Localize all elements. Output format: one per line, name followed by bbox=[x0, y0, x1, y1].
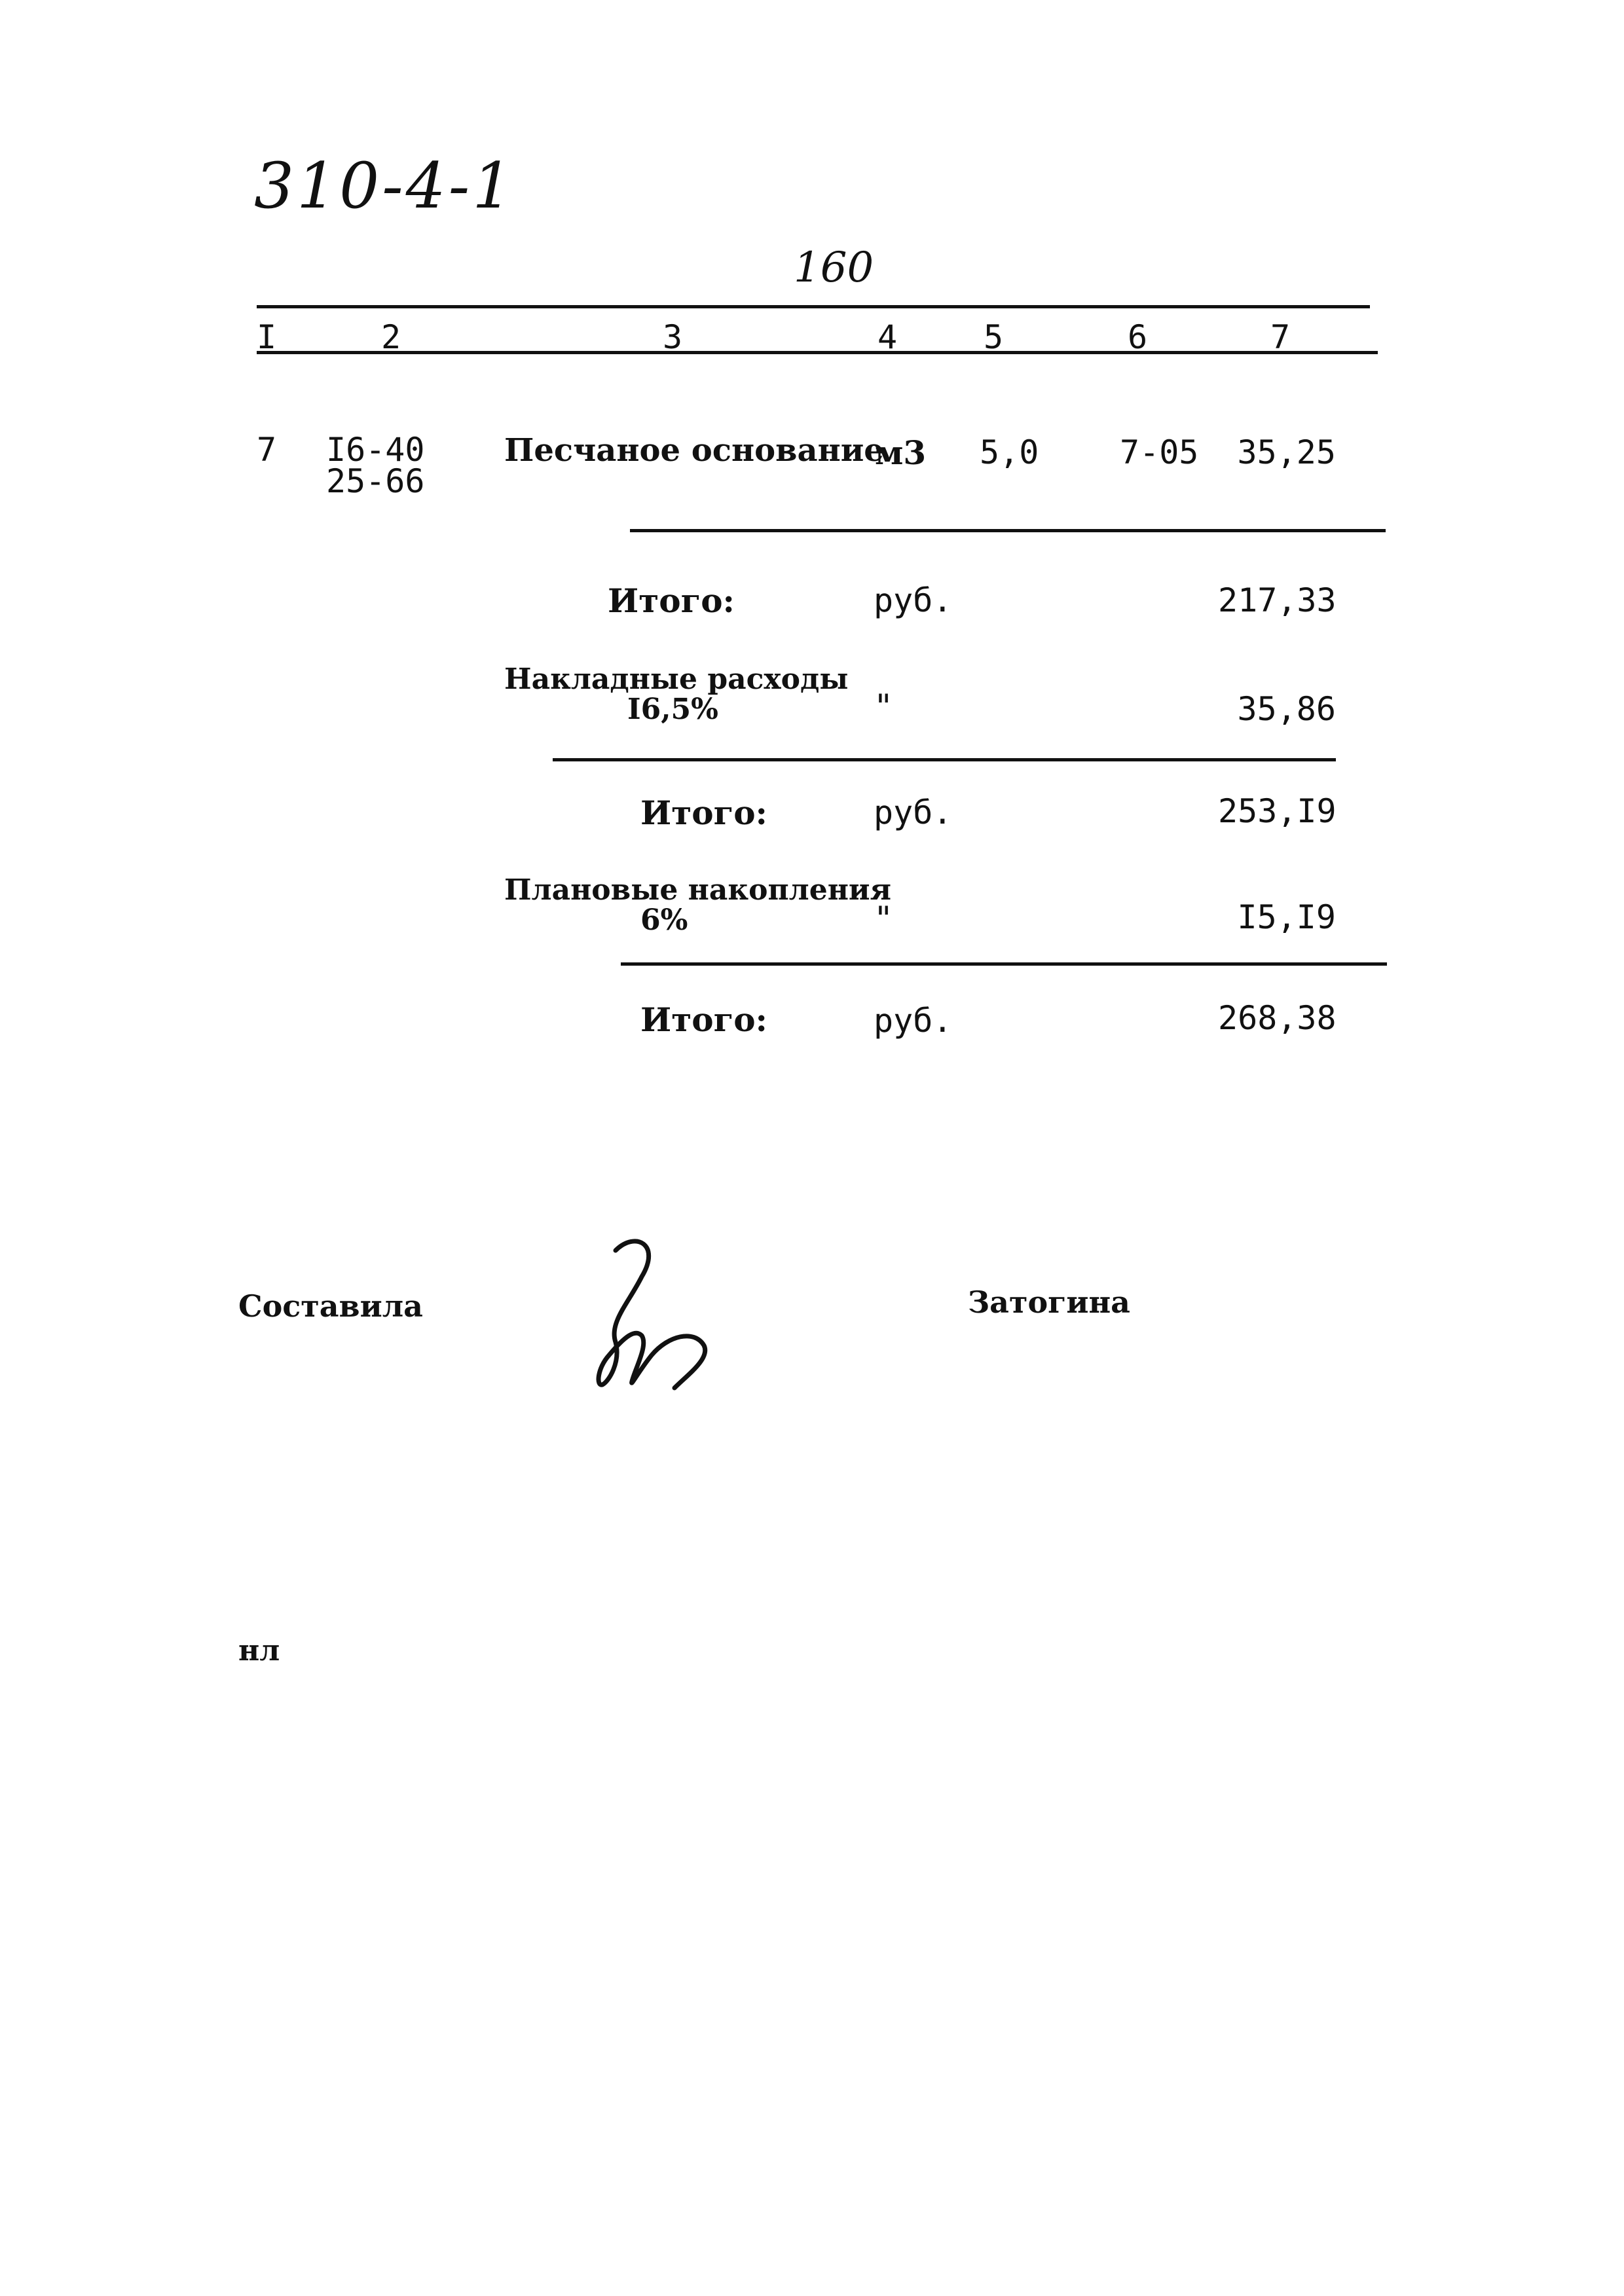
savings-separator-rule bbox=[621, 962, 1387, 966]
overhead-separator-rule bbox=[553, 758, 1336, 761]
compiled-by-label: Составила bbox=[238, 1288, 423, 1324]
overhead-amount: 35,86 bbox=[1237, 690, 1336, 728]
grand-total-label: Итого: bbox=[640, 1000, 768, 1039]
subtotal-amount: 253,I9 bbox=[1218, 792, 1337, 830]
header-top-rule bbox=[257, 305, 1370, 308]
compiler-name: Затогина bbox=[968, 1285, 1130, 1320]
row-code-line1: I6-40 bbox=[326, 431, 425, 469]
column-header-2: 2 bbox=[381, 318, 401, 356]
subtotal-unit: руб. bbox=[874, 793, 953, 831]
row-total: 35,25 bbox=[1237, 433, 1336, 471]
overhead-unit: " bbox=[874, 687, 894, 725]
column-header-1: I bbox=[257, 318, 277, 356]
page-number: 160 bbox=[794, 244, 874, 292]
grand-total-amount: 268,38 bbox=[1218, 999, 1337, 1037]
overhead-rate: I6,5% bbox=[627, 693, 718, 726]
subtotal-label: Итого: bbox=[640, 793, 768, 832]
column-header-3: 3 bbox=[663, 318, 683, 356]
subtotal-unit: руб. bbox=[874, 581, 953, 619]
grand-total-unit: руб. bbox=[874, 1002, 953, 1040]
planned-savings-rate: 6% bbox=[640, 903, 688, 937]
planned-savings-label: Плановые накопления bbox=[504, 873, 892, 907]
subtotal-amount: 217,33 bbox=[1218, 581, 1337, 619]
document-code: 310-4-1 bbox=[254, 149, 515, 223]
planned-savings-unit: " bbox=[874, 900, 894, 938]
row-price: 7-05 bbox=[1120, 433, 1199, 471]
typist-initials: нл bbox=[238, 1634, 280, 1667]
subtotal-label: Итого: bbox=[608, 581, 735, 620]
column-header-6: 6 bbox=[1128, 318, 1148, 356]
overhead-label: Накладные расходы bbox=[504, 663, 849, 696]
row-unit: м3 bbox=[875, 433, 927, 472]
row-number: 7 bbox=[257, 431, 277, 469]
row-quantity: 5,0 bbox=[980, 433, 1039, 471]
column-header-5: 5 bbox=[984, 318, 1004, 356]
row-separator-rule bbox=[630, 529, 1386, 532]
row-code-line2: 25-66 bbox=[326, 462, 425, 500]
planned-savings-amount: I5,I9 bbox=[1237, 898, 1336, 936]
column-header-4: 4 bbox=[877, 318, 898, 356]
column-header-7: 7 bbox=[1270, 318, 1291, 356]
header-bottom-rule bbox=[257, 351, 1378, 354]
signature bbox=[589, 1231, 747, 1394]
row-name: Песчаное основание bbox=[504, 432, 884, 469]
